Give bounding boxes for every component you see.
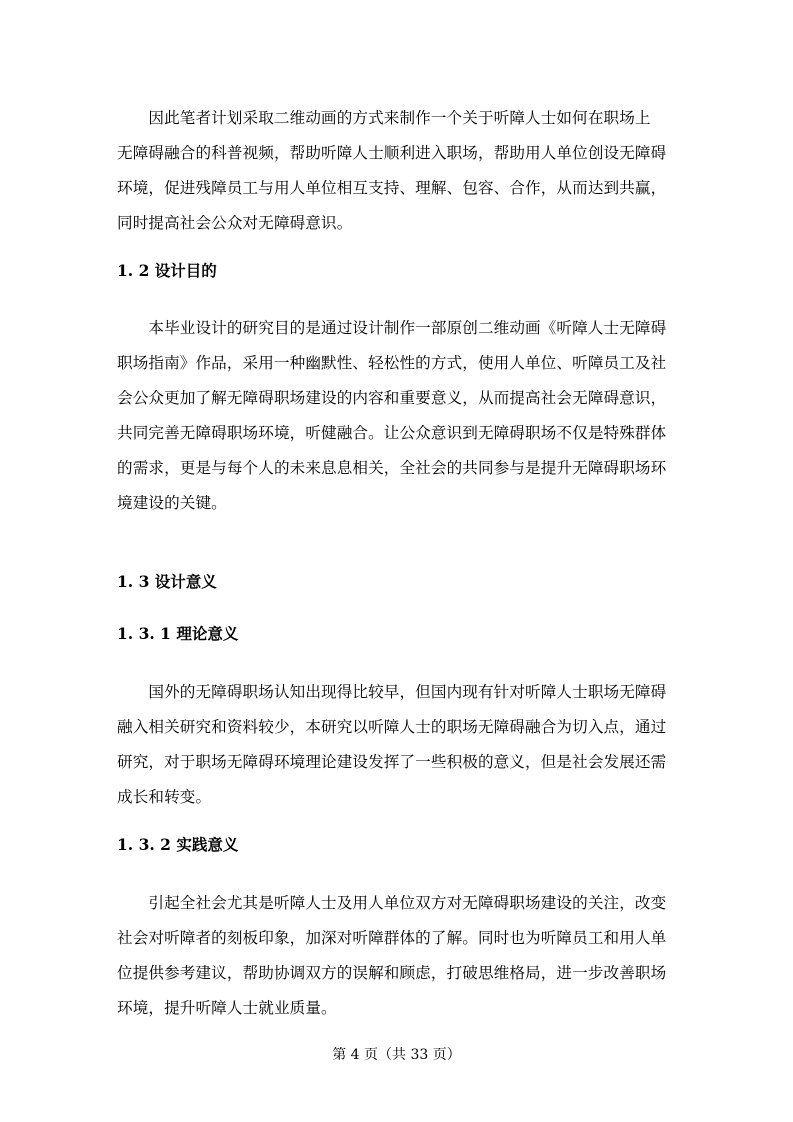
paragraph-line: 共同完善无障碍职场环境，听健融合。让公众意识到无障碍职场不仅是特殊群体 xyxy=(117,424,667,442)
paragraph-line: 研究，对于职场无障碍环境理论建设发挥了一些积极的意义，但是社会发展还需 xyxy=(117,753,667,771)
paragraph-line: 的需求，更是与每个人的未来息息相关，全社会的共同参与是提升无障碍职场环 xyxy=(117,459,667,477)
paragraph-line: 位提供参考建议，帮助协调双方的误解和顾虑，打破思维格局，进一步改善职场 xyxy=(117,964,667,982)
page-footer: 第 4 页（共 33 页） xyxy=(332,1047,461,1063)
paragraph-practical xyxy=(117,886,679,1026)
paragraph-line: 环境，提升听障人士就业质量。 xyxy=(117,999,337,1017)
paragraph-design-purpose xyxy=(117,311,679,521)
paragraph-theoretical xyxy=(117,675,679,815)
paragraph-line: 引起全社会尤其是听障人士及用人单位双方对无障碍职场建设的关注，改变 xyxy=(117,894,667,912)
section-heading-design-purpose: 1. 2 设计目的 xyxy=(117,261,217,280)
paragraph-line: 融入相关研究和资料较少，本研究以听障人士的职场无障碍融合为切入点，通过 xyxy=(117,718,667,736)
paragraph-line: 会公众更加了解无障碍职场建设的内容和重要意义，从而提高社会无障碍意识， xyxy=(117,389,667,407)
paragraph-line: 社会对听障者的刻板印象，加深对听障群体的了解。同时也为听障员工和用人单 xyxy=(117,929,667,947)
paragraph-line: 无障碍融合的科普视频，帮助听障人士顺利进入职场，帮助用人单位创设无障碍 xyxy=(117,144,667,162)
paragraph-line: 成长和转变。 xyxy=(117,788,212,806)
section-heading-design-significance: 1. 3 设计意义 xyxy=(117,572,217,591)
subsection-heading-practical: 1. 3. 2 实践意义 xyxy=(117,835,239,854)
paragraph-line: 境建设的关键。 xyxy=(117,494,227,512)
paragraph-line: 职场指南》作品，采用一种幽默性、轻松性的方式，使用人单位、听障员工及社 xyxy=(117,354,667,372)
paragraph-line: 环境，促进残障员工与用人单位相互支持、理解、包容、合作，从而达到共赢， xyxy=(117,179,667,197)
subsection-heading-theoretical: 1. 3. 1 理论意义 xyxy=(117,624,239,643)
paragraph-line: 本毕业设计的研究目的是通过设计制作一部原创二维动画《听障人士无障碍 xyxy=(117,319,667,337)
paragraph-line: 同时提高社会公众对无障碍意识。 xyxy=(117,214,353,232)
paragraph-intro xyxy=(117,101,679,241)
paragraph-line: 国外的无障碍职场认知出现得比较早，但国内现有针对听障人士职场无障碍 xyxy=(117,683,667,701)
paragraph-line: 因此笔者计划采取二维动画的方式来制作一个关于听障人士如何在职场上 xyxy=(117,109,651,127)
